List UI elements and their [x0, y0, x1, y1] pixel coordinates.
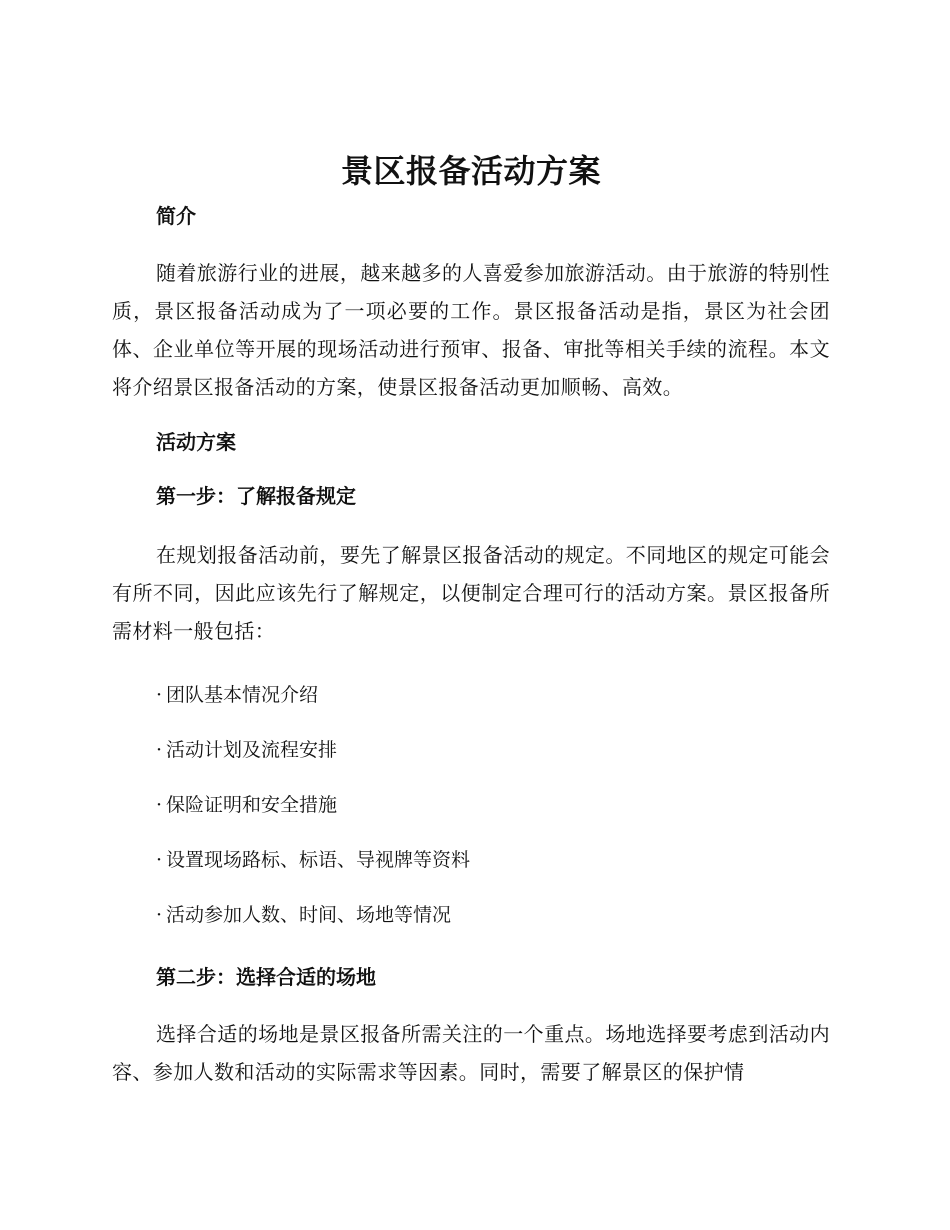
materials-list	[112, 668, 830, 943]
step2-paragraph: 选择合适的场地是景区报备所需关注的一个重点。场地选择要考虑到活动内容、参加人数和活动的实际需求等因素。同时，需要了解景区的保护情	[112, 1022, 830, 1084]
bullet-marker: ·	[156, 849, 163, 871]
step2-heading: 第二步：选择合适的场地	[156, 965, 376, 989]
list-item-text: 团队基本情况介绍	[166, 684, 319, 706]
step1-heading: 第一步：了解报备规定	[156, 484, 356, 508]
list-item	[112, 833, 830, 888]
bullet-marker: ·	[156, 684, 163, 706]
list-item-text: 活动计划及流程安排	[166, 739, 338, 761]
list-item	[112, 888, 830, 943]
list-item-text: 设置现场路标、标语、导视牌等资料	[166, 849, 471, 871]
intro-heading: 简介	[156, 204, 196, 228]
list-item	[112, 778, 830, 833]
plan-heading: 活动方案	[156, 430, 236, 454]
bullet-marker: ·	[156, 739, 163, 761]
list-item	[112, 723, 830, 778]
document-content	[112, 148, 830, 1091]
list-item-text: 保险证明和安全措施	[166, 794, 338, 816]
list-item	[112, 668, 830, 723]
bullet-marker: ·	[156, 904, 163, 926]
document-title: 景区报备活动方案	[340, 152, 601, 190]
bullet-marker: ·	[156, 794, 163, 816]
list-item-text: 活动参加人数、时间、场地等情况	[166, 904, 452, 926]
step1-paragraph: 在规划报备活动前，要先了解景区报备活动的规定。不同地区的规定可能会有所不同，因此应该先行了解规定，以便制定合理可行的活动方案。景区报备所需材料一般包括：	[112, 543, 830, 643]
intro-paragraph: 随着旅游行业的进展，越来越多的人喜爱参加旅游活动。由于旅游的特别性质，景区报备活动成为了一项必要的工作。景区报备活动是指，景区为社会团体、企业单位等开展的现场活动进行预审、报备、审批等相关手续的流程。本文将介绍景区报备活动的方案，使景区报备活动更加顺畅、高效。	[112, 261, 830, 399]
